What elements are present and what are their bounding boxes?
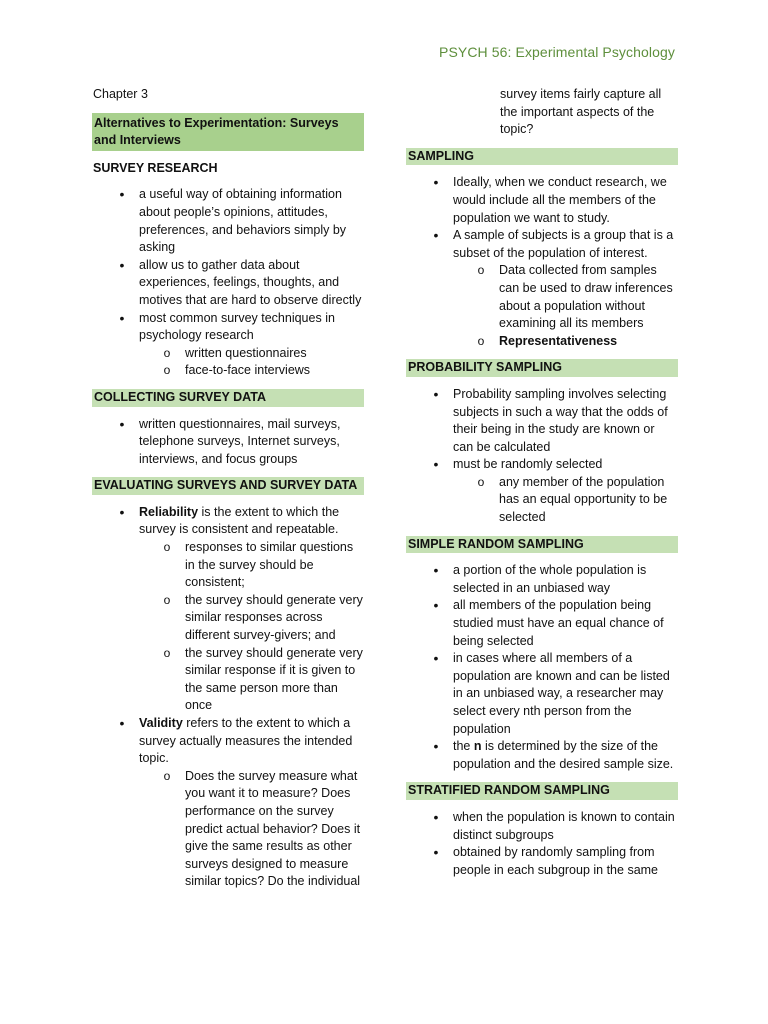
sub-list-item	[139, 645, 364, 715]
course-header: PSYCH 56: Experimental Psychology	[439, 44, 675, 60]
sub-list-item	[453, 333, 678, 351]
list-item	[92, 310, 364, 380]
simple-random-list	[406, 562, 678, 773]
sub-list-item	[139, 539, 364, 592]
sub-list-item	[139, 592, 364, 645]
term-reliability: Reliability	[139, 504, 199, 519]
list-item	[406, 174, 678, 227]
chapter-label: Chapter 3	[93, 87, 148, 101]
sub-list-item	[139, 345, 364, 363]
bullet-icon	[430, 174, 442, 193]
list-item	[406, 844, 678, 879]
sampling-list	[406, 174, 678, 350]
bullet-icon	[116, 416, 128, 435]
sub-list-item-text: the survey should generate very similar responses across different survey-givers; and	[185, 592, 363, 643]
list-item	[406, 562, 678, 597]
sub-list-item	[139, 768, 364, 891]
list-item	[406, 597, 678, 650]
circle-bullet-icon	[161, 362, 173, 380]
list-item-text: when the population is known to contain distinct subgroups	[453, 809, 675, 842]
list-item-text: written questionnaires, mail surveys, telephone surveys, Internet surveys, interviews, and focus groups	[139, 416, 341, 466]
circle-bullet-icon	[161, 592, 173, 610]
bullet-icon	[430, 650, 442, 669]
heading-collecting-survey-data: COLLECTING SURVEY DATA	[92, 389, 364, 407]
circle-bullet-icon	[161, 768, 173, 786]
sub-list-item	[453, 262, 678, 332]
list-item	[406, 227, 678, 350]
list-item-text: must be randomly selected	[453, 457, 603, 472]
sub-list	[453, 262, 678, 350]
circle-bullet-icon	[161, 345, 173, 363]
list-item-text: is the extent to which the survey is consistent and repeatable.	[139, 504, 340, 537]
list-item-text: a portion of the whole population is selected in an unbiased way	[453, 563, 647, 595]
sub-list-item	[139, 362, 364, 380]
list-item	[92, 257, 364, 310]
bullet-icon	[116, 186, 128, 205]
bullet-icon	[430, 809, 442, 828]
heading-evaluating-surveys: EVALUATING SURVEYS AND SURVEY DATA	[92, 477, 364, 495]
sub-list-item-text: face-to-face interviews	[185, 363, 311, 378]
collecting-list	[92, 416, 364, 469]
list-item-text: the	[453, 739, 474, 754]
stratified-list	[406, 809, 678, 879]
heading-probability-sampling: PROBABILITY SAMPLING	[406, 359, 678, 377]
left-column	[92, 86, 364, 891]
list-item	[92, 504, 364, 715]
list-item-text: most common survey techniques in psychology research	[139, 310, 335, 343]
heading-sampling: SAMPLING	[406, 148, 678, 166]
heading-stratified-random-sampling: STRATIFIED RANDOM SAMPLING	[406, 782, 678, 800]
heading-simple-random-sampling: SIMPLE RANDOM SAMPLING	[406, 536, 678, 554]
bullet-icon	[430, 227, 442, 246]
sub-list-item-text: Does the survey measure what you want it to measure? Does performance on the survey predict actual behavior? Does it give the same results as other surveys designed to measure similar topics? Do the individual	[185, 768, 361, 889]
sub-list-item-text: any member of the population has an equal opportunity to be selected	[499, 474, 668, 525]
list-item-text: Ideally, when we conduct research, we would include all the members of the population we want to study.	[453, 175, 667, 225]
bullet-icon	[430, 456, 442, 475]
list-item-text: all members of the population being studied must have an equal chance of being selected	[453, 598, 664, 648]
sub-list	[139, 768, 364, 891]
sub-list-item-text: Data collected from samples can be used to draw inferences about a population without examining all its members	[499, 263, 673, 331]
list-item	[406, 650, 678, 738]
sub-list-item-text: responses to similar questions in the survey should be consistent;	[185, 540, 354, 590]
list-item-text: Probability sampling involves selecting subjects in such a way that the odds of their being in the study are known or can be calculated	[453, 386, 668, 454]
list-item-text: in cases where all members of a population are known and can be listed in an unbiased way, a researcher may select every nth person from the population	[453, 651, 670, 736]
list-item	[92, 186, 364, 256]
circle-bullet-icon	[475, 333, 487, 351]
sub-list	[139, 539, 364, 715]
term-n: n	[473, 739, 482, 754]
continued-text: survey items fairly capture all the important aspects of the topic?	[500, 87, 662, 137]
sub-list	[139, 345, 364, 380]
list-item-text: is determined by the size of the population and the desired sample size.	[453, 739, 674, 771]
list-item	[92, 416, 364, 469]
list-item-text: allow us to gather data about experiences, feelings, thoughts, and motives that are hard to observe directly	[139, 257, 362, 307]
list-item	[92, 715, 364, 891]
list-item-text: a useful way of obtaining information about people’s opinions, attitudes, preferences, and behaviors simply by asking	[139, 187, 347, 255]
list-item	[406, 809, 678, 844]
list-item-text: refers to the extent to which a survey actually measures the intended topic.	[139, 716, 353, 766]
sub-list	[453, 474, 678, 527]
probability-list	[406, 386, 678, 527]
evaluating-list	[92, 504, 364, 891]
bullet-icon	[116, 310, 128, 329]
chapter-title: Alternatives to Experimentation: Surveys and Interviews	[92, 113, 364, 151]
term-validity: Validity	[139, 716, 183, 730]
list-item	[406, 456, 678, 526]
circle-bullet-icon	[475, 262, 487, 280]
heading-survey-research: SURVEY RESEARCH	[93, 160, 218, 175]
circle-bullet-icon	[161, 645, 173, 663]
bullet-icon	[116, 504, 128, 523]
bullet-icon	[430, 844, 442, 863]
bullet-icon	[430, 386, 442, 405]
sub-list-item-text: written questionnaires	[185, 345, 307, 360]
circle-bullet-icon	[161, 539, 173, 557]
survey-research-list	[92, 186, 364, 380]
sub-list-item-text: Representativeness	[499, 333, 618, 348]
list-item-text: A sample of subjects is a group that is a subset of the population of interest.	[453, 228, 674, 260]
sub-list-item	[453, 474, 678, 527]
bullet-icon	[116, 257, 128, 276]
bullet-icon	[116, 715, 128, 734]
circle-bullet-icon	[475, 474, 487, 492]
bullet-icon	[430, 738, 442, 757]
list-item	[406, 738, 678, 773]
sub-list-item-text: the survey should generate very similar response if it is given to the same person more than once	[185, 645, 363, 713]
list-item	[406, 386, 678, 456]
bullet-icon	[430, 597, 442, 616]
list-item-text: obtained by randomly sampling from people in each subgroup in the same	[453, 845, 659, 877]
right-column	[406, 86, 678, 879]
bullet-icon	[430, 562, 442, 581]
